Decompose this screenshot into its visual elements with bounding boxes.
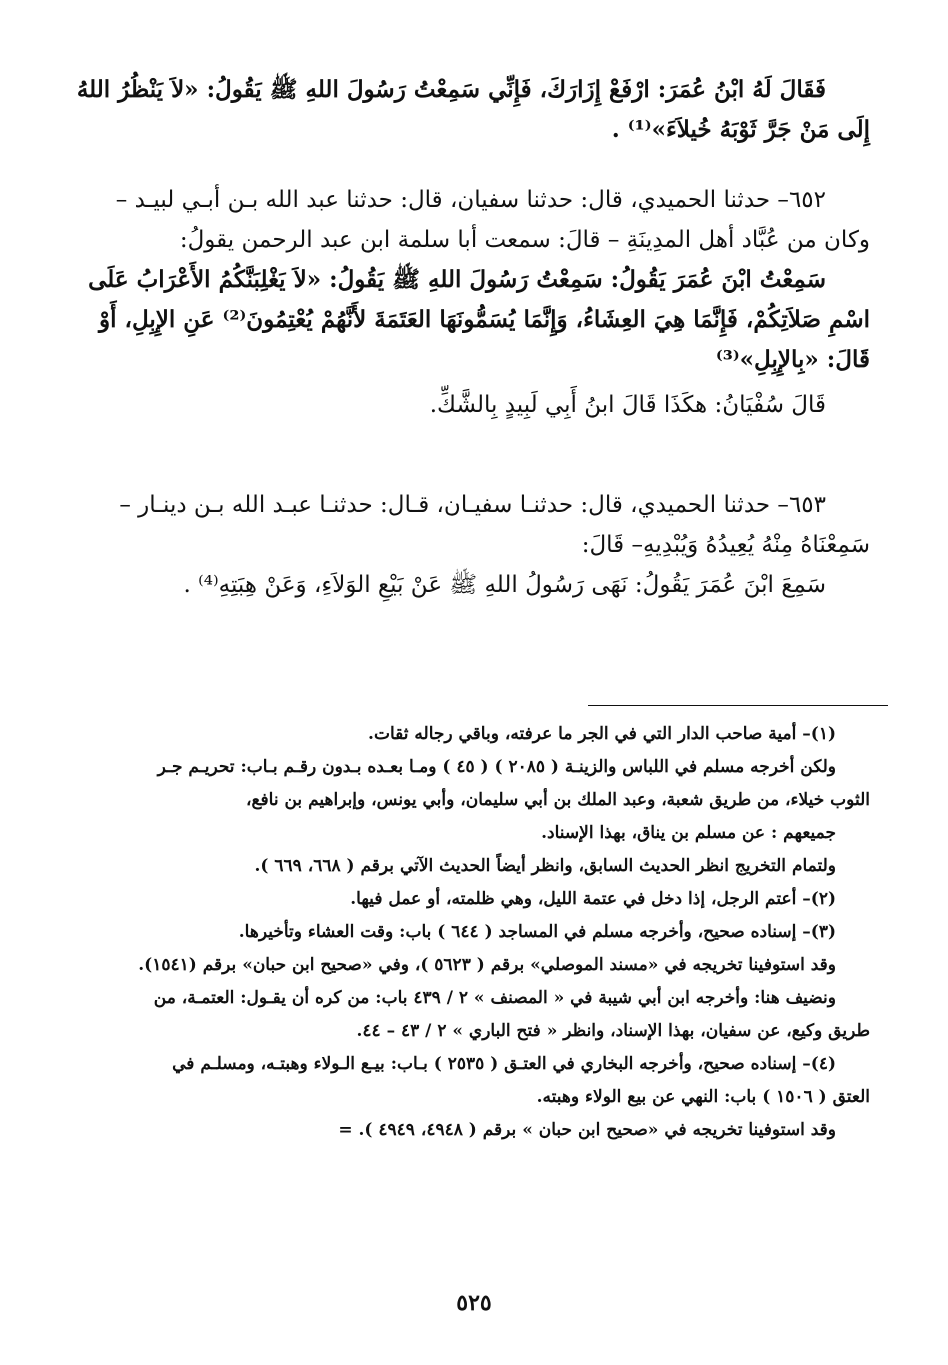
text-line: سَمِعْتُ ابْنَ عُمَرَ يَقُولُ: سَمِعْتُ رَسُولَ اللهِ ﷺ يَقُولُ: «لاَ يَغْلِبَنَّكُمُ الأَعْرَابُ عَلَى [88, 266, 826, 293]
text-line: فَقَالَ لَهُ ابْنُ عُمَرَ: ارْفَعْ إِزَارَكَ، فَإِنِّي سَمِعْتُ رَسُولَ اللهِ ﷺ يَقُولُ: «لاَ يَنْظُرُ اللهُ [76, 76, 826, 103]
footnote-line: ولكن أخرجه مسلم في اللباس والزينـة ( ٢٠٨٥ ) ( ٤٥ ) ومـا بعـده بـدون رقـم بـاب: تحريـم جـر [157, 757, 836, 777]
paragraph-hadith-653-isnad [60, 485, 870, 565]
text-line: إِلَى مَنْ جَرَّ ثَوْبَهُ خُيلاَءَ»⁽¹⁾ . [611, 116, 870, 143]
footnote-line: (٢)– أعتم الرجل، إذا دخل في عتمة الليل، وهي ظلمته، أو عمل فيها. [350, 889, 836, 909]
paragraph-hadith-653-matn [60, 565, 870, 605]
text-line: سَمِعَ ابْنَ عُمَرَ يَقُولُ: نَهَى رَسُولُ اللهِ ﷺ عَنْ بَيْعِ الوَلاَءِ، وَعَنْ هِبَتِهِ⁽⁴⁾ . [183, 572, 826, 598]
text-line: اسْمِ صَلاَتِكُمْ، فَإِنَّمَا هِيَ العِشَاءُ، وَإِنَّمَا يُسَمُّونَهَا العَتَمَةَ لأَنَّهُمْ يُعْتِمُونَ⁽²⁾ عَنِ الإِبِلِ، أَوْ [99, 306, 870, 333]
paragraph-hadith-652-isnad [60, 180, 870, 260]
footnote-line: ونضيف هنا: وأخرجه ابن أبي شيبة في « المصنف » ٢ / ٤٣٩ باب: من كره أن يقـول: العتمـة، من [153, 988, 836, 1008]
page-number: ٥٢٥ [456, 1290, 492, 1316]
footnote-line: وقد استوفينا تخريجه في «صحيح ابن حبان » برقم ( ٤٩٤٨، ٤٩٤٩ ). = [338, 1120, 836, 1140]
paragraph-sufyan-note [60, 385, 870, 425]
text-line: قَالَ سُفْيَانُ: هكَذَا قَالَ ابنُ أَبِي لَبِيدٍ بِالشَّكِّ. [429, 392, 826, 418]
paragraph-hadith-651-end [60, 70, 870, 150]
footnotes [90, 718, 870, 1147]
footnote-line: العتق ( ١٥٠٦ ) باب: النهي عن بيع الولاء وهبته. [536, 1087, 870, 1107]
text-line: ٦٥٢– حدثنا الحميدي، قال: حدثنا سفيان، قال: حدثنا عبد الله بـن أبـي لبيـد – [115, 187, 826, 213]
footnote-line: طريق وكيع، عن سفيان، بهذا الإسناد، وانظر « فتح الباري » ٢ / ٤٣ – ٤٤. [356, 1021, 870, 1041]
text-line: ٦٥٣– حدثنا الحميدي، قال: حدثنـا سفيـان، قـال: حدثنـا عبـد الله بـن دينـار – [119, 492, 826, 518]
footnote-line: جميعهم : عن مسلم بن يناق، بهذا الإسناد. [541, 823, 836, 843]
footnote-line: وقد استوفينا تخريجه في «مسند الموصلي» برقم ( ٥٦٢٣ )، وفي «صحيح ابن حبان» برقم (١٥٤١). [138, 955, 836, 975]
footnote-line: (١)– أمية صاحب الدار التي في الجر ما عرفته، وباقي رجاله ثقات. [368, 724, 836, 744]
text-line: سَمِعْنَاهُ مِنْهُ يُعِيدُهُ وَيُبْدِيهِ– قَالَ: [581, 532, 870, 558]
paragraph-hadith-652-matn [60, 260, 870, 380]
footnote-separator [588, 705, 888, 706]
footnote-line: (٤)– إسناده صحيح، وأخرجه البخاري في العتـق ( ٢٥٣٥ ) بـاب: بيـع الـولاء وهبتـه، ومسلـم في [172, 1054, 836, 1074]
text-line: وكان من عُبَّاد أهل المدِينَةِ – قالَ: سمعت أبا سلمة ابن عبد الرحمن يقولُ: [179, 227, 870, 253]
footnote-line: (٣)– إسناده صحيح، وأخرجه مسلم في المساجد ( ٦٤٤ ) باب: وقت العشاء وتأخيرها. [238, 922, 836, 942]
footnote-line: الثوب خيلاء، من طريق شعبة، وعبد الملك بن أبي سليمان، وأبي يونس، وإبراهيم بن نافع، [245, 790, 870, 810]
footnote-line: ولتمام التخريج انظر الحديث السابق، وانظر أيضاً الحديث الآتي برقم ( ٦٦٨، ٦٦٩ ). [254, 856, 836, 876]
text-line: قَالَ: «بِالإِبِلِ»⁽³⁾ [715, 346, 870, 373]
